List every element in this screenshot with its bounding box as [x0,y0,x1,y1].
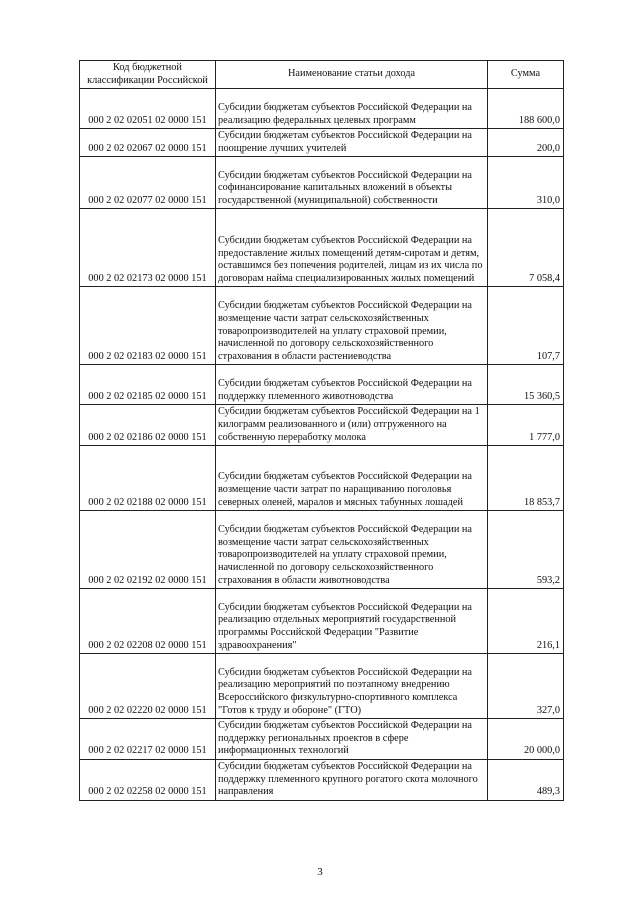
row-sum: 20 000,0 [488,719,564,760]
table-row [80,365,564,405]
row-sum: 310,0 [488,157,564,209]
row-name: Субсидии бюджетам субъектов Российской Федерации на реализацию мероприятий по поэтапному внедрению Всероссийского физкультурно-спортивного комплекса "Готов к труду и обороне" (ГТО) [216,654,488,719]
table-row [80,157,564,209]
row-name: Субсидии бюджетам субъектов Российской Федерации на поддержку региональных проектов в сфере информационных технологий [216,719,488,760]
row-sum: 1 777,0 [488,405,564,446]
row-code: 000 2 02 02217 02 0000 151 [80,719,216,760]
row-name: Субсидии бюджетам субъектов Российской Федерации на поощрение лучших учителей [216,129,488,157]
row-sum: 489,3 [488,759,564,800]
row-name: Субсидии бюджетам субъектов Российской Федерации на реализацию федеральных целевых программ [216,89,488,129]
row-sum: 107,7 [488,287,564,365]
row-sum: 188 600,0 [488,89,564,129]
row-name: Субсидии бюджетам субъектов Российской Федерации на возмещение части затрат по наращиванию поголовья северных оленей, маралов и мясных табунных лошадей [216,446,488,511]
row-sum: 593,2 [488,511,564,589]
row-sum: 216,1 [488,589,564,654]
table-body [80,89,564,801]
row-sum: 327,0 [488,654,564,719]
row-name: Субсидии бюджетам субъектов Российской Федерации на софинансирование капитальных вложений в объекты государственной (муниципальной) собственности [216,157,488,209]
table-row [80,287,564,365]
revenue-table-container [79,60,563,801]
table-row [80,759,564,800]
row-code: 000 2 02 02185 02 0000 151 [80,365,216,405]
row-sum: 18 853,7 [488,446,564,511]
row-code: 000 2 02 02051 02 0000 151 [80,89,216,129]
row-name: Субсидии бюджетам субъектов Российской Федерации на реализацию отдельных мероприятий государственной программы Российской Федерации "Развитие здравоохранения" [216,589,488,654]
row-name: Субсидии бюджетам субъектов Российской Федерации на поддержку племенного животноводства [216,365,488,405]
header-sum: Сумма [488,61,564,89]
table-row [80,209,564,287]
table-header-row [80,61,564,89]
table-row [80,719,564,760]
table-row [80,589,564,654]
row-code: 000 2 02 02208 02 0000 151 [80,589,216,654]
row-name: Субсидии бюджетам субъектов Российской Федерации на возмещение части затрат сельскохозяйственных товаропроизводителей на уплату страховой премии, начисленной по договору сельскохозяйственного страхования в области растениеводства [216,287,488,365]
table-row [80,89,564,129]
row-name: Субсидии бюджетам субъектов Российской Федерации на возмещение части затрат сельскохозяйственных товаропроизводителей на уплату страховой премии, начисленной по договору сельскохозяйственного страхования в области животноводства [216,511,488,589]
row-sum: 15 360,5 [488,365,564,405]
header-code: Код бюджетной классификации Российской [80,61,216,89]
row-name: Субсидии бюджетам субъектов Российской Федерации на 1 килограмм реализованного и (или) отгруженного на собственную переработку молока [216,405,488,446]
row-name: Субсидии бюджетам субъектов Российской Федерации на поддержку племенного крупного рогатого скота молочного направления [216,759,488,800]
row-code: 000 2 02 02183 02 0000 151 [80,287,216,365]
row-code: 000 2 02 02188 02 0000 151 [80,446,216,511]
table-row [80,654,564,719]
row-code: 000 2 02 02077 02 0000 151 [80,157,216,209]
page-number: 3 [317,866,323,878]
row-code: 000 2 02 02173 02 0000 151 [80,209,216,287]
header-name: Наименование статьи дохода [216,61,488,89]
row-sum: 200,0 [488,129,564,157]
row-code: 000 2 02 02186 02 0000 151 [80,405,216,446]
table-row [80,405,564,446]
revenue-table [79,60,564,801]
row-name: Субсидии бюджетам субъектов Российской Федерации на предоставление жилых помещений детям-сиротам и детям, оставшимся без попечения родителей, лицам из их числа по договорам найма специализированных жилых помещений [216,209,488,287]
row-code: 000 2 02 02258 02 0000 151 [80,759,216,800]
table-row [80,446,564,511]
row-code: 000 2 02 02067 02 0000 151 [80,129,216,157]
row-code: 000 2 02 02220 02 0000 151 [80,654,216,719]
row-code: 000 2 02 02192 02 0000 151 [80,511,216,589]
table-row [80,129,564,157]
table-row [80,511,564,589]
row-sum: 7 058,4 [488,209,564,287]
